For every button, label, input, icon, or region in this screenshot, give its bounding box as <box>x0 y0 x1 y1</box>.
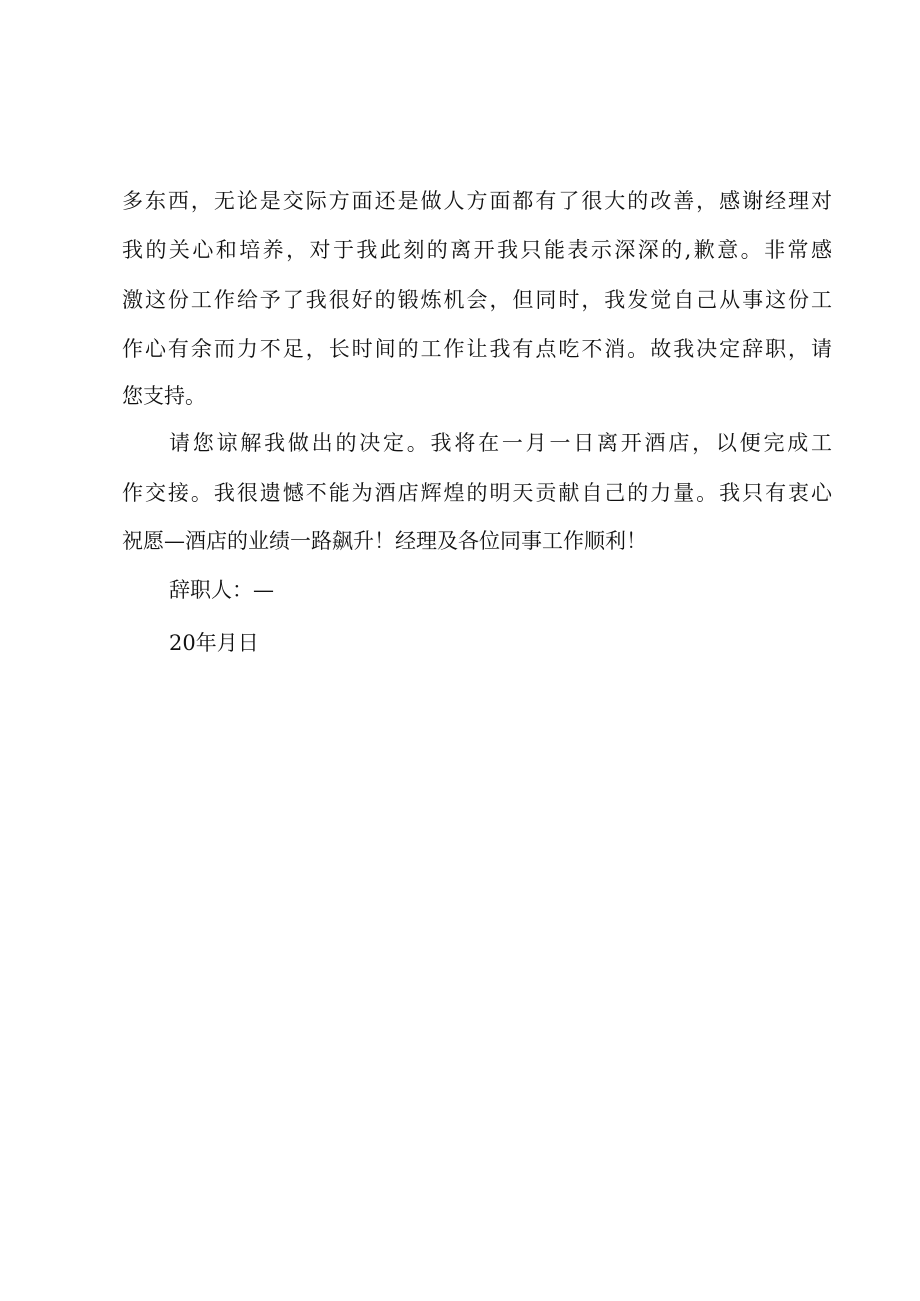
paragraph-1-line-5: 您支持。 <box>122 384 206 408</box>
paragraph-2-line-3: 祝愿—酒店的业绩一路飙升！经理及各位同事工作顺利！ <box>122 529 647 553</box>
signature-line: 辞职人：— <box>169 578 274 602</box>
paragraph-2-line-1: 请您谅解我做出的决定。我将在一月一日离开酒店，以便完成工 <box>169 431 832 455</box>
paragraph-1-line-4: 作心有余而力不足，长时间的工作让我有点吃不消。故我决定辞职，请 <box>122 337 832 361</box>
date-line: 20年月日 <box>169 631 259 655</box>
paragraph-1-line-2: 我的关心和培养，对于我此刻的离开我只能表示深深的,歉意。非常感 <box>122 238 832 262</box>
paragraph-1-line-3: 激这份工作给予了我很好的锻炼机会，但同时，我发觉自己从事这份工 <box>122 288 832 312</box>
paragraph-2-line-2: 作交接。我很遗憾不能为酒店辉煌的明天贡献自己的力量。我只有衷心 <box>122 481 832 505</box>
paragraph-1-line-1: 多东西，无论是交际方面还是做人方面都有了很大的改善，感谢经理对 <box>122 189 832 213</box>
